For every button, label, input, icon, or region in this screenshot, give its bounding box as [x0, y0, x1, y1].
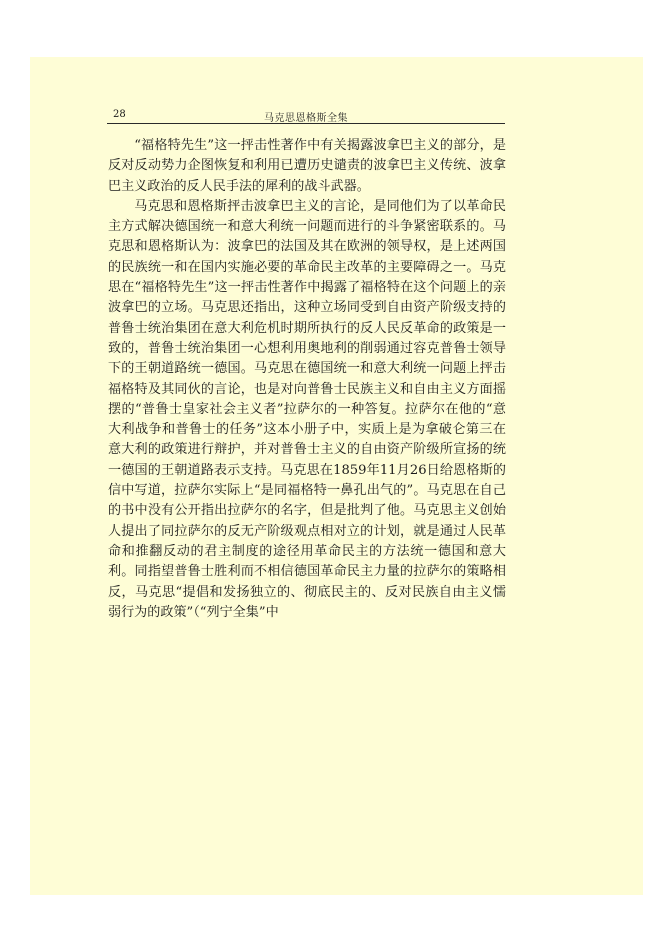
paragraph: 马克思和恩格斯抨击波拿巴主义的言论，是同他们为了以革命民主方式解决德国统一和意大利统一问题而进行的斗争紧密联系的。马克思和恩格斯认为：波拿巴的法国及其在欧洲的领导权，是上述两国的民族统一和在国内实施必要的革命民主改革的主要障碍之一。马克思在“福格特先生”这一抨击性著作中揭露了福格特在这个问题上的亲波拿巴的立场。马克思还指出，这种立场同受到自由资产阶级支持的普鲁士统治集团在意大利危机时期所执行的反人民反革命的政策是一致的，普鲁士统治集团一心想利用奥地利的削弱通过容克普鲁士领导下的王朝道路统一德国。马克思在德国统一和意大利统一问题上抨击福格特及其同伙的言论，也是对向普鲁士民族主义和自由主义方面摇摆的“普鲁士皇家社会主义者”拉萨尔的一种答复。拉萨尔在他的“意大利战争和普鲁士的任务”这本小册子中，实质上是为拿破仑第三在意大利的政策进行辩护，并对普鲁士主义的自由资产阶级所宣扬的统一德国的王朝道路表示支持。马克思在1859年11月26日给恩格斯的信中写道，拉萨尔实际上“是同福格特一鼻孔出气的”。马克思在自己的书中没有公开指出拉萨尔的名字，但是批判了他。马克思主义创始人提出了同拉萨尔的反无产阶级观点相对立的计划，就是通过人民革命和推翻反动的君主制度的途径用革命民主的方法统一德国和意大利。同指望普鲁士胜利而不相信德国革命民主力量的拉萨尔的策略相反，马克思“提倡和发扬独立的、彻底民主的、反对民族自由主义懦弱行为的政策”（“列宁全集”中 [108, 198, 506, 620]
running-title: 马克思恩格斯全集 [264, 113, 348, 124]
body-text [108, 136, 506, 623]
running-header [107, 105, 505, 124]
page-number: 28 [113, 109, 126, 120]
paragraph: “福格特先生”这一抨击性著作中有关揭露波拿巴主义的部分，是反对反动势力企图恢复和利用已遭历史谴责的波拿巴主义传统、波拿巴主义政治的反人民手法的犀利的战斗武器。 [108, 138, 506, 194]
